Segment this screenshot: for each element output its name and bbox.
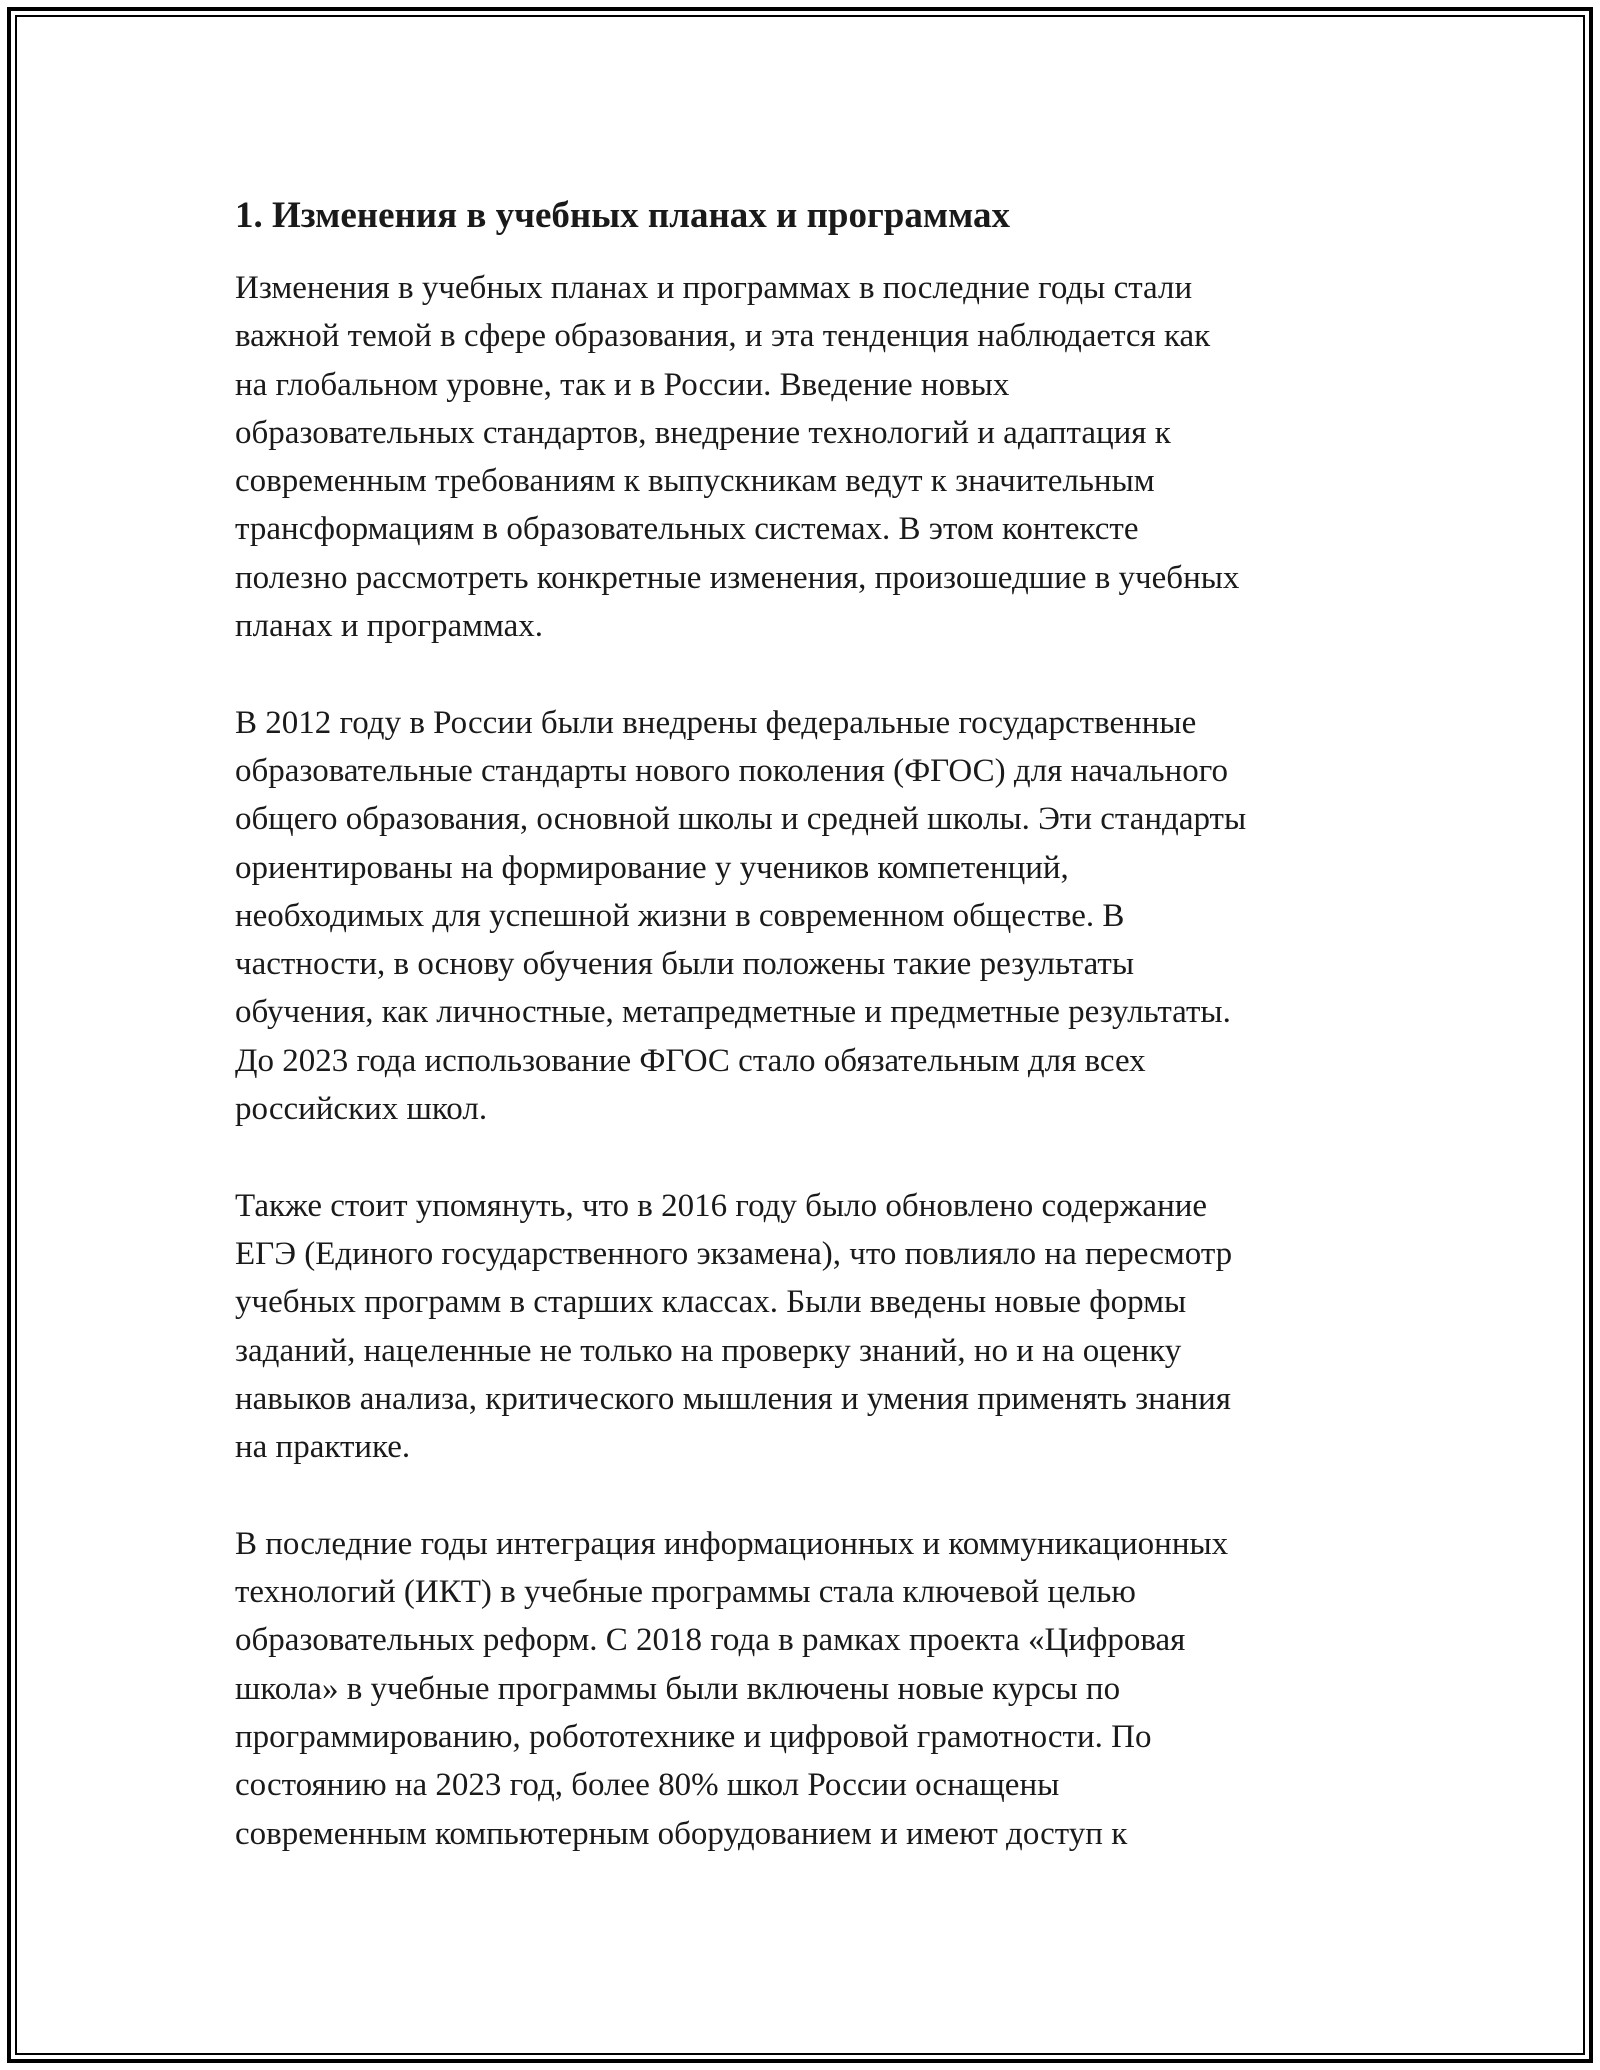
text-line: важной темой в сфере образования, и эта тенденция наблюдается как bbox=[235, 318, 1211, 355]
text-line: состоянию на 2023 год, более 80% школ России оснащены bbox=[235, 1767, 1060, 1804]
section-heading: 1. Изменения в учебных планах и программах bbox=[235, 195, 1011, 236]
paragraph-3 bbox=[235, 1182, 1385, 1472]
text-line: современным компьютерным оборудованием и имеют доступ к bbox=[235, 1815, 1128, 1852]
text-line: заданий, нацеленные не только на проверку знаний, но и на оценку bbox=[235, 1332, 1182, 1369]
text-line: трансформациям в образовательных системах. В этом контексте bbox=[235, 511, 1139, 548]
text-line: необходимых для успешной жизни в современном обществе. В bbox=[235, 897, 1125, 934]
text-line: Также стоит упомянуть, что в 2016 году было обновлено содержание bbox=[235, 1187, 1208, 1224]
text-line: Изменения в учебных планах и программах в последние годы стали bbox=[235, 270, 1193, 306]
text-line: ЕГЭ (Единого государственного экзамена), что повлияло на пересмотр bbox=[235, 1235, 1233, 1272]
text-line: на практике. bbox=[235, 1429, 411, 1466]
text-line: учебных программ в старших классах. Были введены новые формы bbox=[235, 1284, 1187, 1321]
text-line: До 2023 года использование ФГОС стало обязательным для всех bbox=[235, 1042, 1146, 1079]
document-page bbox=[235, 190, 1385, 1906]
text-line: частности, в основу обучения были положены такие результаты bbox=[235, 946, 1134, 983]
text-line: полезно рассмотреть конкретные изменения, произошедшие в учебных bbox=[235, 559, 1240, 596]
text-line: ориентированы на формирование у учеников компетенций, bbox=[235, 849, 1069, 886]
paragraph-1 bbox=[235, 264, 1385, 650]
text-line: В последние годы интеграция информационных и коммуникационных bbox=[235, 1525, 1229, 1562]
text-line: общего образования, основной школы и средней школы. Эти стандарты bbox=[235, 801, 1247, 838]
text-line: образовательных стандартов, внедрение технологий и адаптация к bbox=[235, 414, 1171, 451]
text-line: навыков анализа, критического мышления и умения применять знания bbox=[235, 1380, 1231, 1417]
paragraph-4 bbox=[235, 1520, 1385, 1858]
text-line: В 2012 году в России были внедрены федеральные государственные bbox=[235, 704, 1197, 741]
text-line: образовательных реформ. С 2018 года в рамках проекта «Цифровая bbox=[235, 1622, 1186, 1659]
text-line: школа» в учебные программы были включены новые курсы по bbox=[235, 1670, 1121, 1707]
text-line: современным требованиям к выпускникам ведут к значительным bbox=[235, 463, 1155, 500]
text-line: технологий (ИКТ) в учебные программы стала ключевой целью bbox=[235, 1574, 1136, 1611]
text-line: на глобальном уровне, так и в России. Введение новых bbox=[235, 366, 1010, 403]
text-line: планах и программах. bbox=[235, 608, 544, 645]
text-line: российских школ. bbox=[235, 1091, 488, 1128]
text-line: обучения, как личностные, метапредметные и предметные результаты. bbox=[235, 994, 1231, 1031]
text-line: образовательные стандарты нового поколения (ФГОС) для начального bbox=[235, 752, 1228, 789]
paragraph-2 bbox=[235, 699, 1385, 1134]
text-line: программированию, робототехнике и цифровой грамотности. По bbox=[235, 1718, 1152, 1755]
